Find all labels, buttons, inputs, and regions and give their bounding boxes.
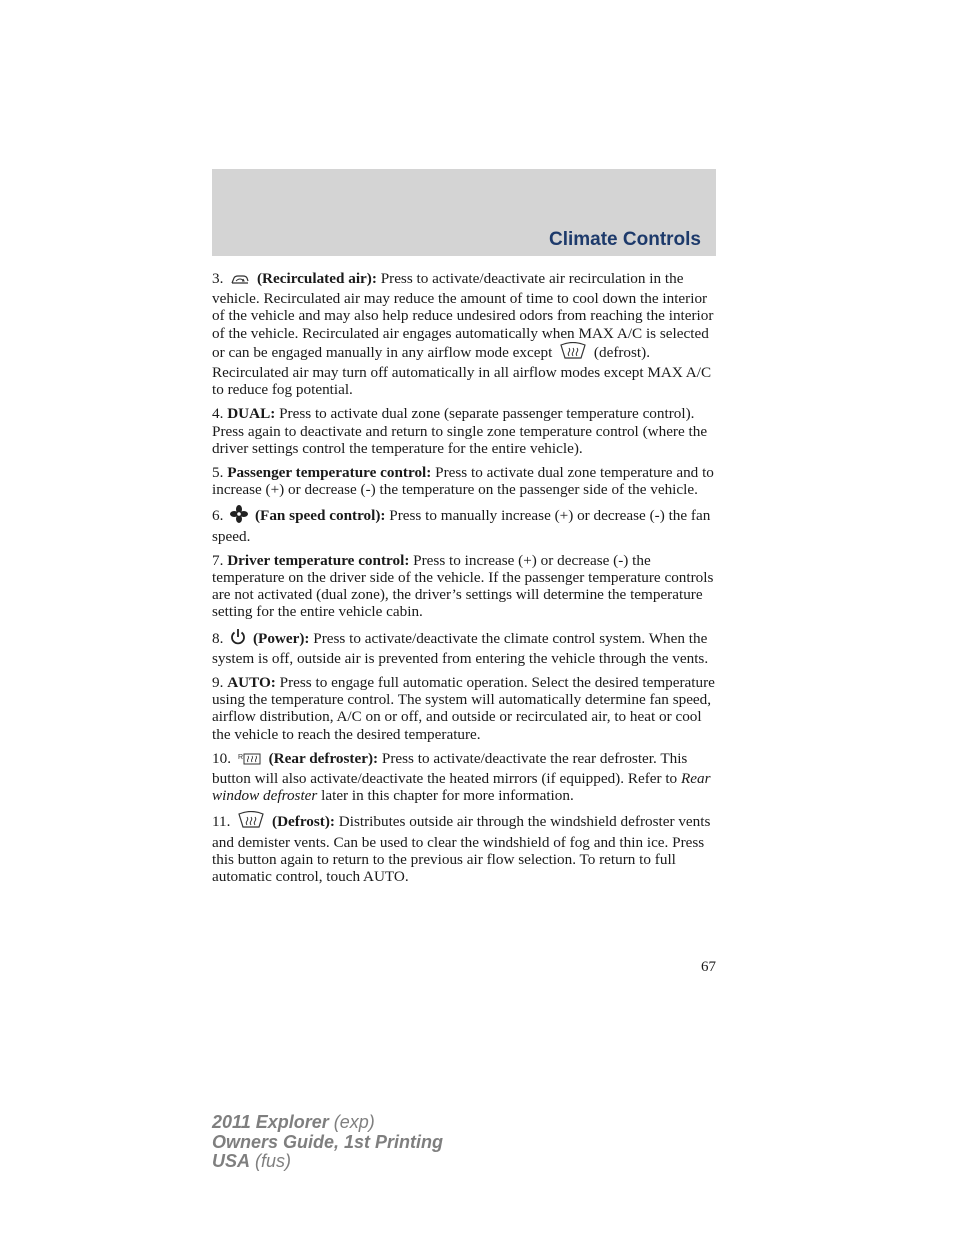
page-number: 67 <box>701 959 716 975</box>
fan-icon <box>230 505 248 527</box>
footer <box>212 1113 443 1172</box>
list-item-10: 10. R (Rear defroster): Press to activate/deactivate the rear defroster. This button will also activate/deactivate the heated mirrors (if equipped). Refer to Rear window defroster later in this chapter for more information. <box>212 749 711 805</box>
list-item-4: 4. DUAL: Press to activate dual zone (separate passenger temperature control). Press again to deactivate and return to single zone temperature control (where the driver settings control the temperature for the entire vehicle). <box>212 405 708 457</box>
footer-line-2: Owners Guide, 1st Printing <box>212 1131 444 1152</box>
list-item-3: 3. (Recirculated air): Press to activate/deactivate air recirculation in the vehicle. Recirculated air may reduce the amount of time to cool down the interior of the vehicle and may also help reduce undesired odors from reaching the interior of the vehicle. Recirculated air engages automatically when MAX A/C is selected or can be engaged manually in any airflow mode except (defrost). Recirculated air may turn off automatically in all airflow modes except MAX A/C to reduce fog potential. <box>212 270 714 399</box>
list-item-9: 9. AUTO: Press to engage full automatic operation. Select the desired temperature using the temperature control. The system will automatically determine fan speed, airflow distribution, A/C on or off, and outside or recirculated air, to heat or cool the vehicle to reach the desired temperature. <box>212 674 715 743</box>
list-item-8: 8. (Power): Press to activate/deactivate the climate control system. When the system is off, outside air is prevented from entering the vehicle through the vents. <box>212 629 709 667</box>
list-item-6: 6. (Fan speed control): Press to manually increase (+) or decrease (-) the fan speed. <box>212 507 711 545</box>
svg-text:R: R <box>237 753 243 761</box>
chapter-title: Climate Controls <box>548 229 701 250</box>
recirculated-air-icon <box>230 273 250 290</box>
defrost-icon <box>559 342 587 364</box>
chapter-header <box>212 169 716 256</box>
list-item-5: 5. Passenger temperature control: Press to activate dual zone temperature and to increase (+) or decrease (-) the temperature on the passenger side of the vehicle. <box>212 464 714 499</box>
rear-defrost-icon <box>238 752 262 770</box>
defrost-icon <box>237 811 265 833</box>
cross-reference: Rear window defroster <box>212 770 711 805</box>
power-icon <box>230 628 246 650</box>
footer-line-3: USA (fus) <box>212 1151 292 1171</box>
list-item-11: 11. (Defrost): Distributes outside air through the windshield defroster vents and demister vents. Can be used to clear the windshield of fog and thin ice. Press this button again to return to the previous air flow selection. To return to full automatic control, touch AUTO. <box>212 813 711 886</box>
page-content <box>212 270 716 892</box>
list-item-7: 7. Driver temperature control: Press to increase (+) or decrease (-) the temperature on the driver side of the vehicle. If the passenger temperature controls are not activated (dual zone), the driver’s settings will determine the temperature setting for the entire vehicle cabin. <box>212 551 714 621</box>
footer-line-1: 2011 Explorer (exp) <box>212 1112 375 1132</box>
